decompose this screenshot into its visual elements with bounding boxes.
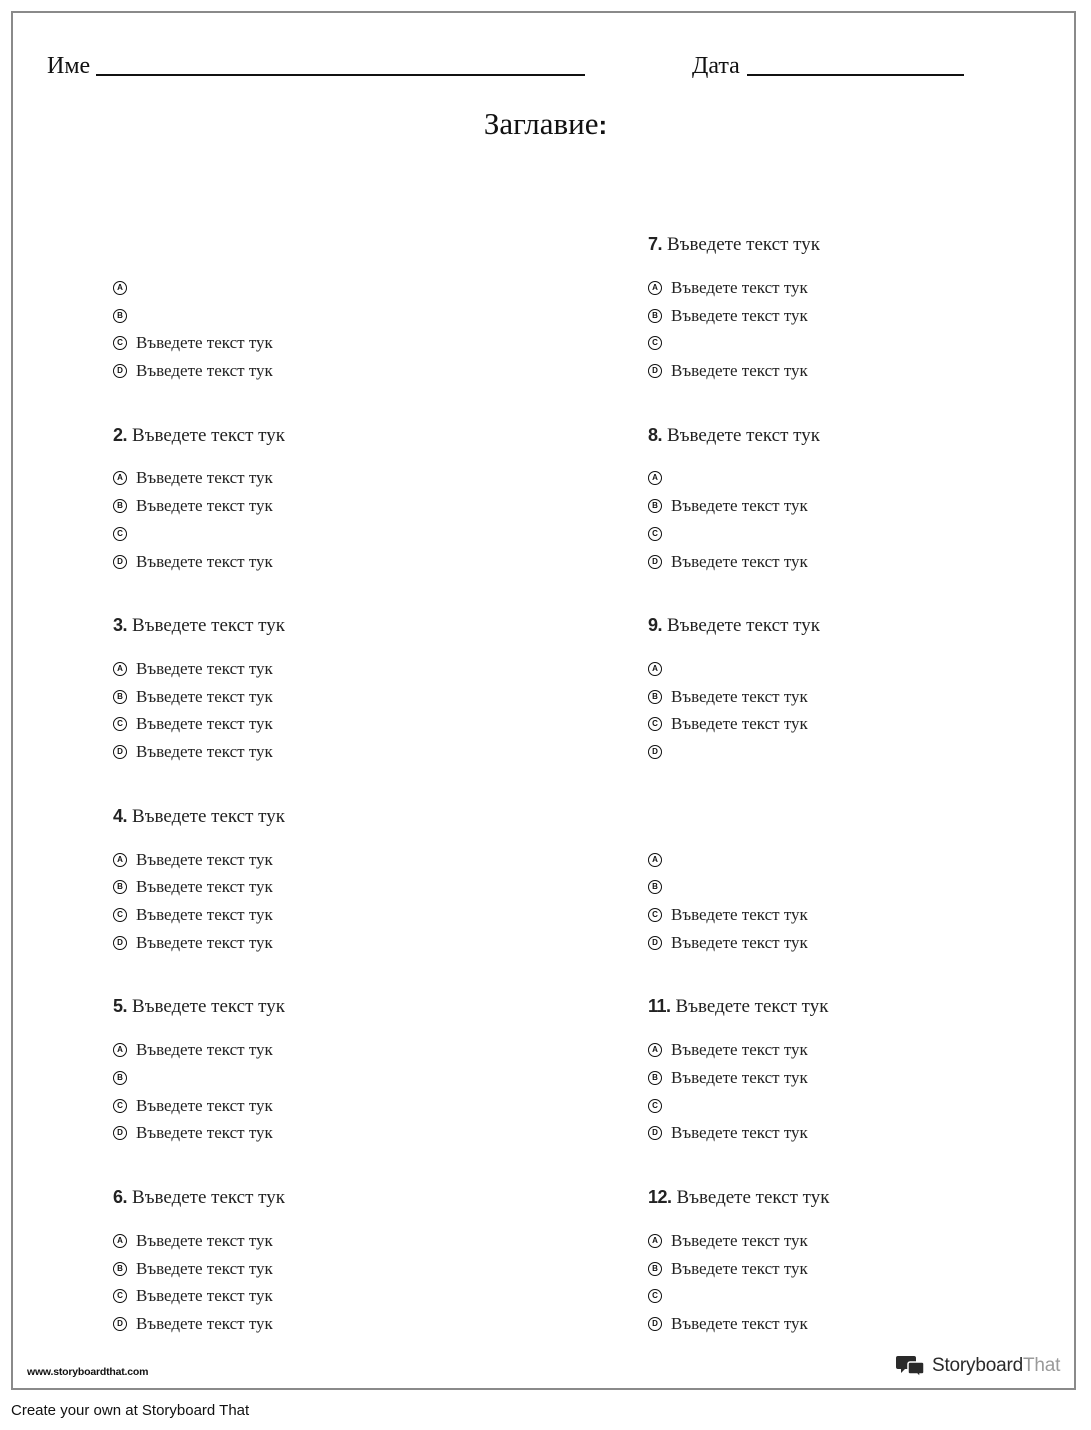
question-stem[interactable] [113, 613, 533, 637]
question-3 [113, 613, 533, 766]
answer-bubble[interactable]: A [648, 1043, 662, 1057]
answer-option-d[interactable] [648, 548, 1068, 576]
answer-bubble[interactable]: C [113, 336, 127, 350]
answer-option-a[interactable] [113, 846, 533, 874]
name-label: Име [47, 53, 91, 79]
question-number-dot: . [657, 615, 663, 636]
answer-option-b[interactable] [648, 492, 1068, 520]
answer-option-c[interactable] [113, 520, 533, 548]
answer-text: Въведете текст тук [671, 1313, 808, 1333]
question-number: 7 [648, 234, 658, 254]
answer-bubble[interactable]: A [648, 471, 662, 485]
answer-text: Въведете текст тук [136, 1095, 273, 1115]
answer-text: Въведете текст тук [671, 932, 808, 952]
answer-text: Въведете текст тук [136, 686, 273, 706]
answer-bubble[interactable]: B [648, 1262, 662, 1276]
answer-bubble[interactable]: D [113, 936, 127, 950]
question-stem[interactable] [648, 1185, 1068, 1209]
logo-text [932, 1355, 1060, 1377]
answer-options [113, 274, 533, 385]
answer-text: Въведете текст тук [671, 1258, 808, 1278]
answer-text: Въведете текст тук [136, 1313, 273, 1333]
question-number: 11 [648, 996, 667, 1017]
answer-text: Въведете текст тук [671, 496, 808, 516]
title-colon: : [598, 110, 608, 140]
answer-option-a[interactable] [113, 465, 533, 493]
answer-bubble[interactable]: B [113, 309, 127, 323]
answer-text: Въведете текст тук [671, 360, 808, 380]
question-text: Въведете текст тук [132, 424, 285, 446]
question-number-dot: . [667, 1187, 672, 1207]
question-number-dot: . [657, 234, 663, 254]
question-number-dot: . [122, 805, 128, 826]
question-stem[interactable] [113, 232, 533, 256]
question-text: Въведете текст тук [667, 615, 820, 637]
answer-bubble[interactable]: C [648, 1099, 662, 1113]
date-label: Дата [692, 53, 740, 79]
answer-option-b[interactable] [648, 1255, 1068, 1283]
answer-text: Въведете текст тук [136, 468, 273, 488]
question-stem[interactable] [648, 423, 1068, 447]
answer-bubble[interactable]: D [113, 1126, 127, 1140]
question-number-dot: . [666, 996, 671, 1017]
answer-option-d[interactable] [648, 1119, 1068, 1147]
answer-option-c[interactable] [113, 1092, 533, 1120]
answer-text: Въведете текст тук [136, 1040, 273, 1060]
answer-option-d[interactable] [113, 1119, 533, 1147]
question-number-dot: . [122, 424, 128, 445]
question-number: 4 [113, 805, 123, 826]
answer-bubble[interactable]: B [113, 880, 127, 894]
question-number-dot: . [122, 615, 128, 636]
question-number: 12 [648, 1187, 668, 1207]
answer-option-a[interactable] [113, 655, 533, 683]
answer-bubble[interactable]: A [648, 662, 662, 676]
answer-option-c[interactable] [648, 520, 1068, 548]
answer-bubble[interactable]: B [113, 499, 127, 513]
answer-bubble[interactable]: A [648, 853, 662, 867]
answer-options [648, 846, 1068, 957]
question-number: 9 [648, 615, 658, 636]
answer-bubble[interactable]: C [113, 908, 127, 922]
answer-bubble[interactable]: B [648, 499, 662, 513]
answer-text: Въведете текст тук [671, 1040, 808, 1060]
question-stem[interactable] [648, 232, 1068, 256]
answer-options [113, 1227, 533, 1338]
answer-option-a[interactable] [648, 1036, 1068, 1064]
answer-bubble[interactable]: A [113, 1234, 127, 1248]
answer-text: Въведете текст тук [136, 1230, 273, 1250]
answer-options [648, 274, 1068, 385]
answer-bubble[interactable]: C [113, 1289, 127, 1303]
answer-bubble[interactable]: B [113, 1071, 127, 1085]
answer-text: Въведете текст тук [136, 849, 273, 869]
answer-bubble[interactable]: D [648, 1126, 662, 1140]
question-number: 2 [113, 424, 123, 445]
answer-text: Въведете текст тук [671, 714, 808, 734]
answer-bubble[interactable]: A [648, 1234, 662, 1248]
question-stem[interactable] [113, 423, 533, 447]
question-text: Въведете текст тук [675, 996, 829, 1018]
question-number-dot: . [657, 424, 663, 445]
question-10 [648, 804, 1068, 957]
answer-text: Въведете текст тук [136, 333, 273, 353]
question-text: Въведете текст тук [132, 1187, 285, 1208]
answer-bubble[interactable]: B [648, 880, 662, 894]
question-11 [648, 994, 1068, 1147]
question-text: Въведете текст тук [667, 424, 820, 446]
answer-option-a[interactable] [648, 655, 1068, 683]
answer-option-b[interactable] [648, 302, 1068, 330]
answer-option-c[interactable] [113, 901, 533, 929]
question-number: 6 [113, 1187, 123, 1207]
site-url[interactable]: www.storyboardthat.com [27, 1366, 149, 1378]
answer-text: Въведете текст тук [136, 905, 273, 925]
answer-option-b[interactable] [648, 683, 1068, 711]
question-text: Въведете текст тук [676, 1187, 830, 1208]
answer-text: Въведете текст тук [136, 1258, 273, 1278]
answer-bubble[interactable]: B [113, 690, 127, 704]
answer-option-b[interactable] [113, 683, 533, 711]
answer-option-a[interactable] [648, 274, 1068, 302]
answer-option-c[interactable] [648, 1282, 1068, 1310]
answer-options [648, 655, 1068, 766]
answer-text: Въведете текст тук [671, 1230, 808, 1250]
answer-text: Въведете текст тук [136, 877, 273, 897]
answer-bubble[interactable]: D [113, 745, 127, 759]
answer-option-d[interactable] [648, 357, 1068, 385]
answer-option-a[interactable] [113, 1036, 533, 1064]
answer-bubble[interactable]: B [648, 309, 662, 323]
answer-bubble[interactable]: C [648, 336, 662, 350]
answer-option-d[interactable] [648, 1310, 1068, 1338]
question-text: Въведете текст тук [132, 996, 285, 1018]
answer-option-b[interactable] [113, 302, 533, 330]
answer-bubble[interactable]: A [113, 1043, 127, 1057]
answer-bubble[interactable]: B [648, 690, 662, 704]
answer-options [113, 655, 533, 766]
answer-bubble[interactable]: D [648, 364, 662, 378]
question-number-dot: . [122, 996, 128, 1017]
logo-text-that: That [1022, 1355, 1061, 1376]
answer-bubble[interactable]: A [113, 853, 127, 867]
answer-text: Въведете текст тук [671, 277, 808, 297]
date-input-line[interactable] [747, 74, 964, 76]
answer-option-a[interactable] [113, 1227, 533, 1255]
answer-option-d[interactable] [113, 929, 533, 957]
answer-option-d[interactable] [648, 929, 1068, 957]
answer-bubble[interactable]: C [648, 908, 662, 922]
answer-options [113, 465, 533, 576]
answer-text: Въведете текст тук [671, 1067, 808, 1087]
page-title [0, 106, 1091, 143]
answer-bubble[interactable]: A [113, 471, 127, 485]
answer-text: Въведете текст тук [671, 305, 808, 325]
question-stem[interactable] [648, 613, 1068, 637]
answer-option-d[interactable] [113, 1310, 533, 1338]
answer-options [648, 1036, 1068, 1147]
answer-bubble[interactable]: A [113, 281, 127, 295]
question-1 [113, 232, 533, 385]
answer-bubble[interactable]: D [113, 364, 127, 378]
answer-text: Въведете текст тук [136, 360, 273, 380]
name-input-line[interactable] [96, 74, 585, 76]
logo-text-storyboard: Storyboard [932, 1355, 1023, 1376]
answer-option-c[interactable] [648, 901, 1068, 929]
answer-bubble[interactable]: C [648, 1289, 662, 1303]
answer-text: Въведете текст тук [136, 932, 273, 952]
answer-text: Въведете текст тук [136, 496, 273, 516]
answer-bubble[interactable]: D [113, 555, 127, 569]
answer-text: Въведете текст тук [136, 551, 273, 571]
answer-options [648, 1227, 1068, 1338]
answer-bubble[interactable]: B [113, 1262, 127, 1276]
answer-option-b[interactable] [113, 492, 533, 520]
answer-text: Въведете текст тук [671, 686, 808, 706]
question-text: Въведете текст тук [132, 615, 285, 637]
answer-bubble[interactable]: D [648, 555, 662, 569]
answer-option-c[interactable] [113, 329, 533, 357]
answer-option-c[interactable] [113, 711, 533, 739]
question-8 [648, 423, 1068, 576]
question-stem[interactable] [648, 804, 1068, 828]
answer-bubble[interactable]: D [113, 1317, 127, 1331]
answer-option-a[interactable] [113, 274, 533, 302]
answer-option-d[interactable] [648, 738, 1068, 766]
answer-text: Въведете текст тук [136, 742, 273, 762]
storyboardthat-logo[interactable] [896, 1354, 1060, 1378]
answer-bubble[interactable]: C [113, 717, 127, 731]
answer-bubble[interactable]: B [648, 1071, 662, 1085]
answer-option-a[interactable] [648, 846, 1068, 874]
question-2 [113, 423, 533, 576]
answer-bubble[interactable]: C [648, 527, 662, 541]
answer-text: Въведете текст тук [136, 659, 273, 679]
answer-option-c[interactable] [648, 329, 1068, 357]
answer-option-d[interactable] [113, 357, 533, 385]
create-your-own-link[interactable]: Create your own at Storyboard That [11, 1402, 250, 1419]
question-stem[interactable] [113, 804, 533, 828]
answer-options [113, 846, 533, 957]
answer-text: Въведете текст тук [136, 1286, 273, 1306]
answer-option-b[interactable] [113, 1064, 533, 1092]
answer-option-a[interactable] [648, 1227, 1068, 1255]
answer-option-b[interactable] [113, 873, 533, 901]
question-number-dot: . [122, 1187, 128, 1207]
question-text: Въведете текст тук [132, 805, 285, 827]
answer-option-b[interactable] [648, 1064, 1068, 1092]
answer-text: Въведете текст тук [671, 905, 808, 925]
answer-text: Въведете текст тук [136, 714, 273, 734]
answer-text: Въведете текст тук [671, 551, 808, 571]
answer-bubble[interactable]: A [113, 662, 127, 676]
answer-bubble[interactable]: A [648, 281, 662, 295]
answer-option-b[interactable] [648, 873, 1068, 901]
answer-option-c[interactable] [648, 711, 1068, 739]
question-4 [113, 804, 533, 957]
answer-bubble[interactable]: C [648, 717, 662, 731]
answer-bubble[interactable]: D [648, 745, 662, 759]
question-stem[interactable] [648, 994, 1068, 1018]
question-number: 8 [648, 424, 658, 445]
answer-options [648, 465, 1068, 576]
answer-option-d[interactable] [113, 738, 533, 766]
answer-bubble[interactable]: D [648, 1317, 662, 1331]
answer-option-a[interactable] [648, 465, 1068, 493]
title-text: Заглавие [483, 106, 599, 141]
question-number: 3 [113, 615, 123, 636]
question-9 [648, 613, 1068, 766]
question-stem[interactable] [113, 1185, 533, 1209]
speech-bubbles-icon [896, 1354, 926, 1378]
answer-option-b[interactable] [113, 1255, 533, 1283]
question-7 [648, 232, 1068, 385]
answer-bubble[interactable]: C [113, 1099, 127, 1113]
answer-text: Въведете текст тук [136, 1123, 273, 1143]
answer-bubble[interactable]: D [648, 936, 662, 950]
answer-bubble[interactable]: C [113, 527, 127, 541]
question-5 [113, 994, 533, 1147]
answer-option-c[interactable] [113, 1282, 533, 1310]
question-6 [113, 1185, 533, 1338]
question-stem[interactable] [113, 994, 533, 1018]
answer-text: Въведете текст тук [671, 1123, 808, 1143]
answer-option-d[interactable] [113, 548, 533, 576]
question-text: Въведете текст тук [667, 234, 820, 255]
answer-options [113, 1036, 533, 1147]
question-12 [648, 1185, 1068, 1338]
question-number: 5 [113, 996, 123, 1017]
answer-option-c[interactable] [648, 1092, 1068, 1120]
